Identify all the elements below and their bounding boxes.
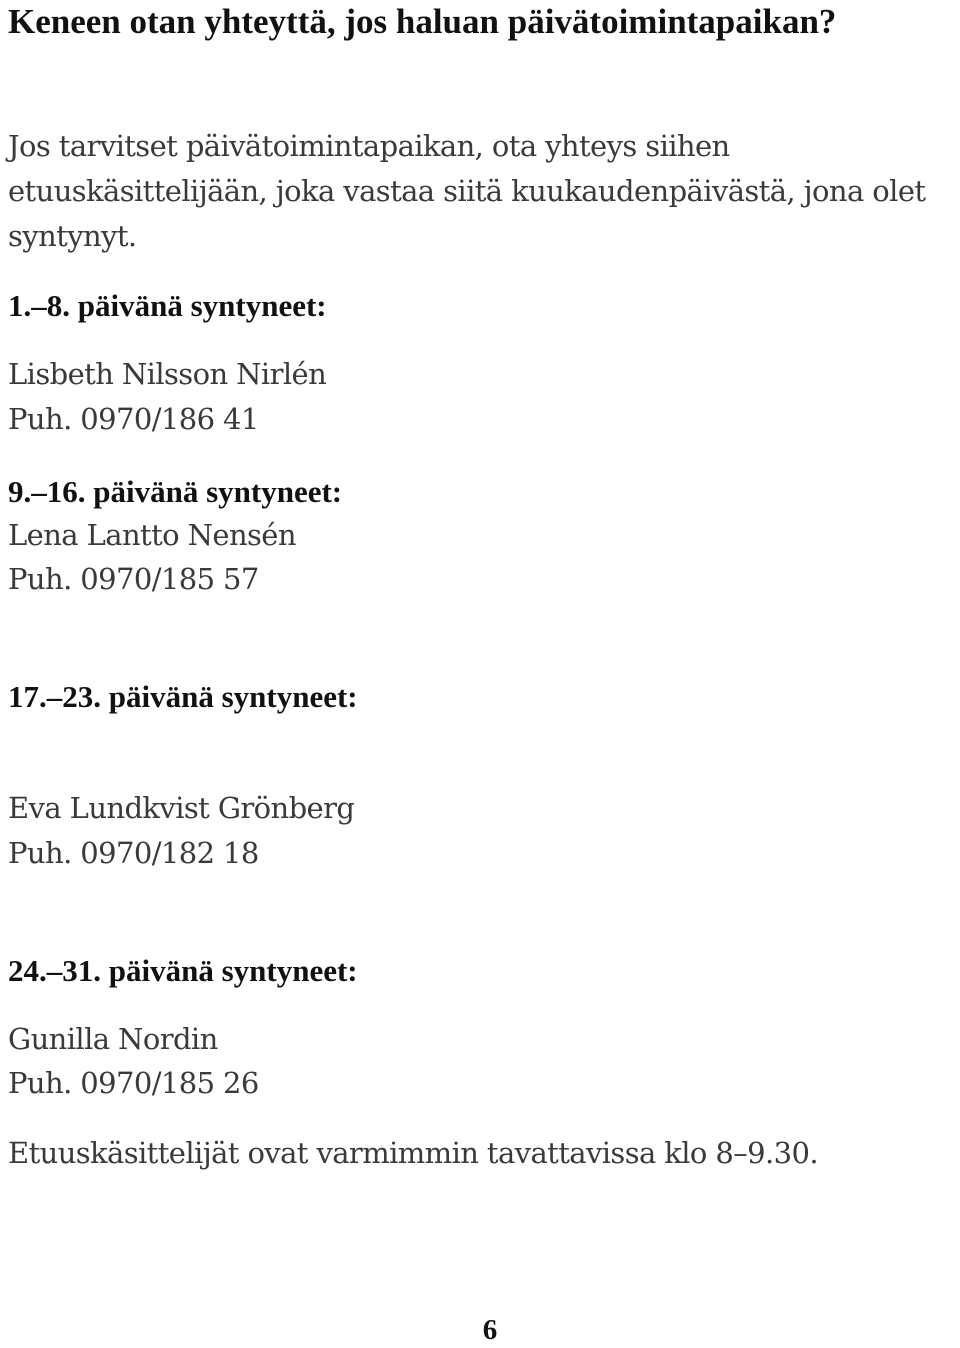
group-1-phone: Puh. 0970/186 41: [8, 402, 259, 436]
group-1-title: 1.–8. päivänä syntyneet:: [8, 288, 327, 323]
group-2-phone: Puh. 0970/185 57: [8, 562, 259, 596]
group-4-title: 24.–31. päivänä syntyneet:: [8, 953, 358, 988]
page-number: 6: [482, 1314, 498, 1346]
group-2-contact-name: Lena Lantto Nensén: [8, 518, 296, 552]
group-4-phone: Puh. 0970/185 26: [8, 1066, 259, 1100]
intro-paragraph: Jos tarvitset päivätoimintapaikan, ota yhteys siihen etuuskäsittelijään, joka vastaa siitä kuukaudenpäivästä, jona olet syntynyt.: [8, 129, 926, 253]
group-2-title: 9.–16. päivänä syntyneet:: [8, 474, 343, 509]
group-3-phone: Puh. 0970/182 18: [8, 836, 259, 870]
page-heading: Keneen otan yhteyttä, jos haluan päivätoimintapaikan?: [8, 2, 837, 41]
group-3-title: 17.–23. päivänä syntyneet:: [8, 679, 358, 714]
group-4-contact-name: Gunilla Nordin: [8, 1022, 218, 1056]
group-3-contact-name: Eva Lundkvist Grönberg: [8, 791, 355, 825]
availability-note: Etuuskäsittelijät ovat varmimmin tavattavissa klo 8–9.30.: [8, 1136, 818, 1170]
group-1-contact-name: Lisbeth Nilsson Nirlén: [8, 357, 327, 391]
